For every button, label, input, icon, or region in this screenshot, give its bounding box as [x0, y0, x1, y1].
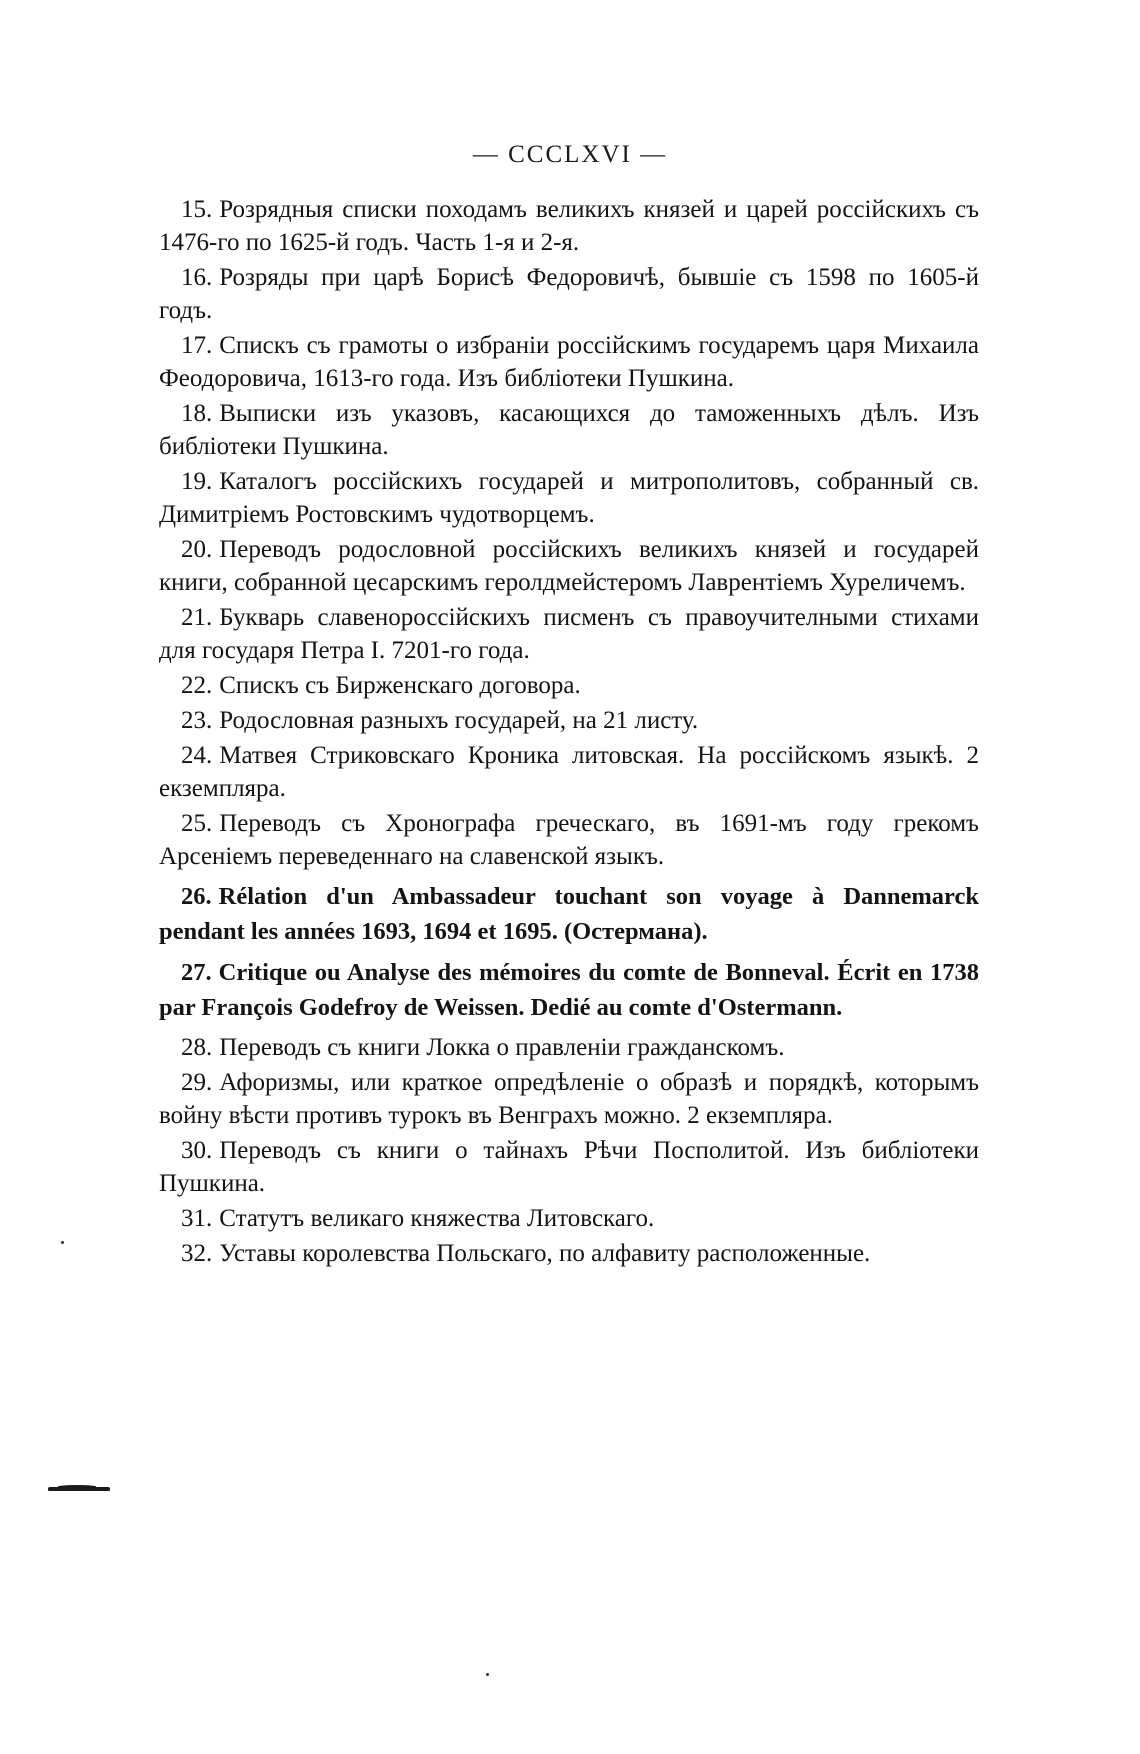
- entry-text: Статутъ великаго княжества Литовскаго.: [219, 1205, 655, 1232]
- catalog-entry: [159, 704, 979, 737]
- entry-number: 30.: [181, 1137, 213, 1164]
- catalog-entry: [159, 533, 979, 599]
- entry-number: 23.: [181, 707, 213, 734]
- entry-text: Rélation d'un Ambassadeur touchant son voyage à Dannemarck pendant les années 1693, 1694 et 1695. (Остермана).: [159, 883, 979, 945]
- entry-number: 19.: [181, 468, 213, 495]
- entry-number: 31.: [181, 1205, 213, 1232]
- margin-ink-mark: [48, 1487, 110, 1491]
- entry-number: 24.: [181, 742, 213, 769]
- entry-text: Розряды при царѣ Борисѣ Федоровичѣ, бывшіе съ 1598 по 1605-й годъ.: [159, 264, 979, 324]
- catalog-entry: [159, 955, 979, 1025]
- catalog-entry: [159, 879, 979, 949]
- entry-number: 26.: [181, 883, 212, 910]
- entry-text: Переводъ съ Хронографа греческаго, въ 1691-мъ году грекомъ Арсеніемъ переведеннаго на славенской языкъ.: [159, 810, 979, 870]
- entry-text: Розрядныя списки походамъ великихъ князей и царей россійскихъ съ 1476-го по 1625-й годъ. Часть 1-я и 2-я.: [159, 196, 979, 256]
- catalog-entries: [159, 193, 979, 1272]
- entry-number: 22.: [181, 672, 213, 699]
- entry-number: 17.: [181, 332, 213, 359]
- entry-text: Букварь славенороссійскихъ писменъ съ правоучителными стихами для государя Петра I. 7201-го года.: [159, 604, 979, 664]
- catalog-entry: [159, 261, 979, 327]
- page-header: — CCCLXVI —: [472, 141, 668, 168]
- entry-number: 15.: [181, 196, 213, 223]
- entry-text: Матвея Стриковскаго Кроника литовская. На россійскомъ языкѣ. 2 екземпляра.: [159, 742, 979, 802]
- entry-number: 28.: [181, 1034, 213, 1061]
- entry-number: 27.: [181, 959, 212, 986]
- entry-text: Спискъ съ грамоты о избраніи россійскимъ государемъ царя Михаила Феодоровича, 1613-го года. Изъ библіотеки Пушкина.: [159, 332, 979, 392]
- catalog-entry: [159, 807, 979, 873]
- catalog-entry: [159, 397, 979, 463]
- catalog-entry: [159, 329, 979, 395]
- entry-number: 32.: [181, 1240, 213, 1267]
- entry-text: Переводъ съ книги Локка о правленіи гражданскомъ.: [219, 1034, 785, 1061]
- entry-text: Родословная разныхъ государей, на 21 листу.: [219, 707, 699, 734]
- ink-speck: [61, 1241, 64, 1244]
- entry-number: 25.: [181, 810, 213, 837]
- entry-text: Выписки изъ указовъ, касающихся до таможенныхъ дѣлъ. Изъ библіотеки Пушкина.: [159, 400, 979, 460]
- entry-number: 18.: [181, 400, 213, 427]
- catalog-entry: [159, 1237, 979, 1270]
- entry-text: Переводъ родословной россійскихъ великихъ князей и государей книги, собранной цесарскимъ геролдмейстеромъ Лаврентіемъ Хуреличемъ.: [159, 536, 979, 596]
- catalog-entry: [159, 601, 979, 667]
- entry-text: Афоризмы, или краткое опредѣленіе о образѣ и порядкѣ, которымъ войну вѣсти противъ турокъ въ Венграхъ можно. 2 екземпляра.: [159, 1069, 979, 1129]
- entry-text: Каталогъ россійскихъ государей и митрополитовъ, собранный св. Димитріемъ Ростовскимъ чудотворцемъ.: [159, 468, 979, 528]
- catalog-entry: [159, 669, 979, 702]
- ink-speck: [486, 1673, 489, 1676]
- catalog-entry: [159, 739, 979, 805]
- entry-text: Critique ou Analyse des mémoires du comte de Bonneval. Écrit en 1738 par François Godefroy de Weissen. Dedié au comte d'Ostermann.: [159, 959, 979, 1021]
- entry-text: Уставы королевства Польскаго, по алфавиту расположенные.: [219, 1240, 871, 1267]
- entry-text: Спискъ съ Бирженскаго договора.: [219, 672, 581, 699]
- catalog-entry: [159, 465, 979, 531]
- entry-number: 21.: [181, 604, 213, 631]
- catalog-entry: [159, 1066, 979, 1132]
- catalog-entry: [159, 193, 979, 259]
- catalog-entry: [159, 1134, 979, 1200]
- entry-text: Переводъ съ книги о тайнахъ Рѣчи Посполитой. Изъ библіотеки Пушкина.: [159, 1137, 979, 1197]
- entry-number: 16.: [181, 264, 213, 291]
- catalog-entry: [159, 1202, 979, 1235]
- entry-number: 29.: [181, 1069, 213, 1096]
- entry-number: 20.: [181, 536, 213, 563]
- catalog-entry: [159, 1031, 979, 1064]
